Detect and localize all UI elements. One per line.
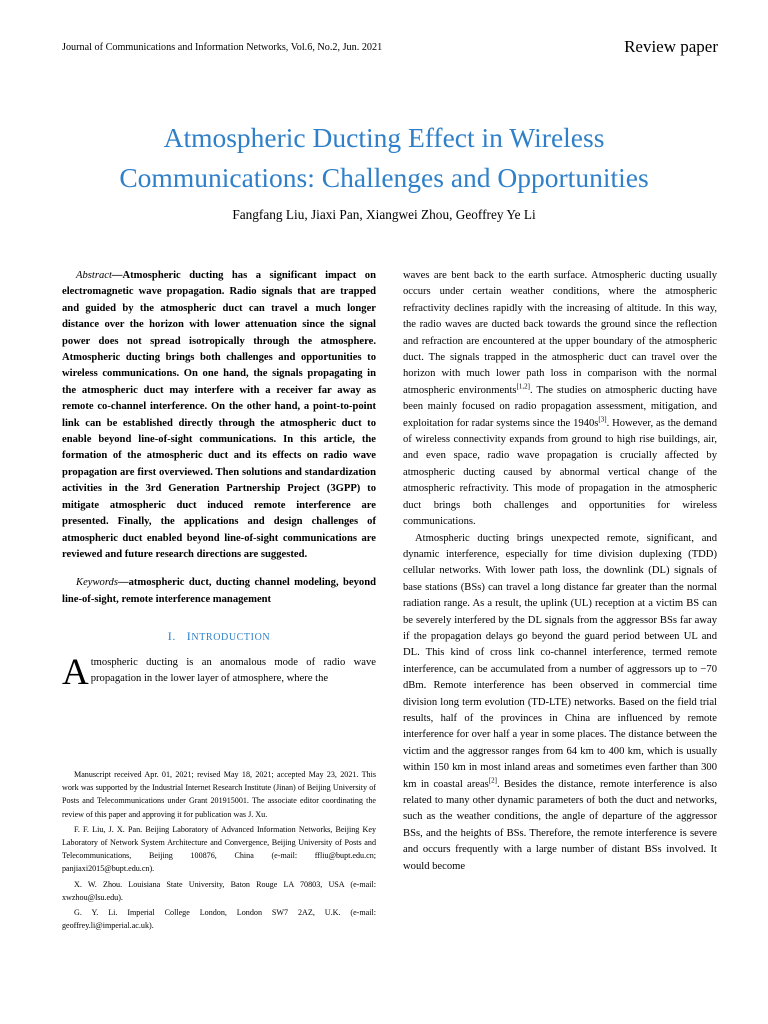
keywords-label: Keywords [76,577,118,589]
journal-header: Journal of Communications and Information Networks, Vol.6, No.2, Jun. 2021 [62,42,383,53]
citation[interactable]: [1,2] [516,382,530,391]
left-column [62,268,376,693]
body-paragraph-2 [403,531,717,876]
keywords [62,575,376,608]
section-heading-introduction [62,628,376,646]
body-paragraph-1 [403,268,717,531]
section-title-rest: NTRODUCTION [191,632,271,644]
right-column [403,268,717,875]
body-text: . The studies on atmospheric ducting have been mainly focused on radio propagation assessment, mitigation, and exploitation for radar systems since the 1940s [403,384,717,429]
intro-paragraph [62,651,376,693]
footnote-affiliation-imperial: G. Y. Li. Imperial College London, London SW7 2AZ, U.K. (e-mail: geoffrey.li@imperial.ac.uk). [62,908,376,931]
footnote-manuscript: Manuscript received Apr. 01, 2021; revised May 18, 2021; accepted May 23, 2021. This work was supported by the Industrial Internet Research Institute (Jinan) of Beijing University of Posts and Telecommunications under Grant 201915001. The associate editor coordinating the review of this paper and approving it for publication was J. Xu. [62,770,376,819]
author-list: Fangfang Liu, Jiaxi Pan, Xiangwei Zhou, Geoffrey Ye Li [232,207,536,222]
intro-text: tmospheric ducting is an anomalous mode of radio wave propagation in the lower layer of atmosphere, where the [90,656,376,684]
abstract-text: Atmospheric ducting has a significant impact on electromagnetic wave propagation. Radio signals that are trapped and guided by the atmospheric duct can travel a much longer distance over the horizon with lower attenuation since the signal power does not spread isotropically through the atmosphere. Atmospheric ducting brings both challenges and opportunities to wireless communications. On one hand, the signals propagating in the atmospheric duct may interfere with a receiver far away as remote co-channel interference. On the other hand, a point-to-point link can be established directly through the atmospheric duct to enable beyond line-of-sight communications. In this article, the formation of the atmospheric duct and its effects on radio wave propagation are first overviewed. Then solutions and standardization activities in the 3rd Generation Partnership Project (3GPP) to mitigate atmospheric duct induced remote interference are presented. Finally, the applications and design challenges of atmospheric duct enabled beyond line-of-sight communications are reviewed and future research directions are suggested. [62,270,376,560]
section-first-letter: I [186,629,192,644]
citation[interactable]: [2] [488,776,497,785]
drop-cap: A [62,651,89,693]
keywords-text: atmospheric duct, ducting channel modeling, beyond line-of-sight, remote interference management [62,577,376,605]
title-line-1: Atmospheric Ducting Effect in Wireless [163,122,605,153]
paper-type-label: Review paper [624,37,718,56]
paper-title [0,118,768,198]
footnote-affiliation-bupt: F. F. Liu, J. X. Pan. Beijing Laboratory of Advanced Information Networks, Beijing Key Laboratory of Network System Architecture and Convergence, Beijing University of Posts and Telecommunications, Beijing 100876, China (e-mail: ffliu@bupt.edu.cn; panjiaxi2015@bupt.edu.cn). [62,824,376,874]
abstract-label: Abstract [76,270,112,281]
footnotes [62,768,376,934]
footnote-affiliation-lsu: X. W. Zhou. Louisiana State University, Baton Rouge LA 70803, USA (e-mail: xwzhou@lsu.edu). [62,879,376,902]
body-text: . Besides the distance, remote interference is also related to many other dynamic parameters of both the duct and networks, such as the weather conditions, the angle of departure of the aggressor BSs, and the heights of BSs. Therefore, the remote interference is severe and occurs frequently with a large number of distant BSs involved. It would become [403,778,717,872]
keywords-dash: — [117,577,129,589]
body-text: waves are bent back to the earth surface. Atmospheric ducting usually occurs under certain weather conditions, where the atmospheric refractivity declines rapidly with the increasing of altitude. In this way, the radio waves are ducted back towards the ground since the reflection and refraction are encountered at the upper boundary of the atmospheric duct. The signals trapped in the atmospheric duct can travel over the horizon with much lower path loss in comparison with the normal atmospheric environments [403,270,717,396]
body-text: . However, as the demand of wireless connectivity expands from ground to high rise buildings, air, and even space, radio wave propagation is crucially affected by atmospheric ducting caused by abnormal vertical change of the atmospheric refractivity. This mode of propagation in the atmospheric duct brings both challenges and opportunities for wireless communications. [403,417,717,528]
abstract [62,268,376,563]
body-text: Atmospheric ducting brings unexpected remote, significant, and dynamic interference, especially for time division duplexing (TDD) cellular networks. With lower path loss, the downlink (DL) signals of base stations (BSs) can travel a long distance far greater than the normal radiation range. As a result, the uplink (UL) reception at a victim BS can be severely interfered by the DL signals from the aggressor BSs far away if the propagation delays go beyond the guard period between UL and DL. This kind of cross link co-channel interference, termed remote interference, can be accumulated from a number of aggressors up to −70 dBm. Remote interference has been observed in commercial time division long term evolution (TD-LTE) networks. Based on the field trial results, half of the provinces in China are influenced by remote interference for over half a year in some places. The distance between the victim and the aggressor ranges from 64 km to 400 km, which is usually within 150 km in most inland areas and sometimes even farther than 300 km in coastal areas [403,532,717,790]
abstract-dash: — [111,270,123,281]
section-number: I. [167,629,176,644]
citation[interactable]: [3] [598,415,607,424]
title-line-2: Communications: Challenges and Opportunities [119,162,649,193]
